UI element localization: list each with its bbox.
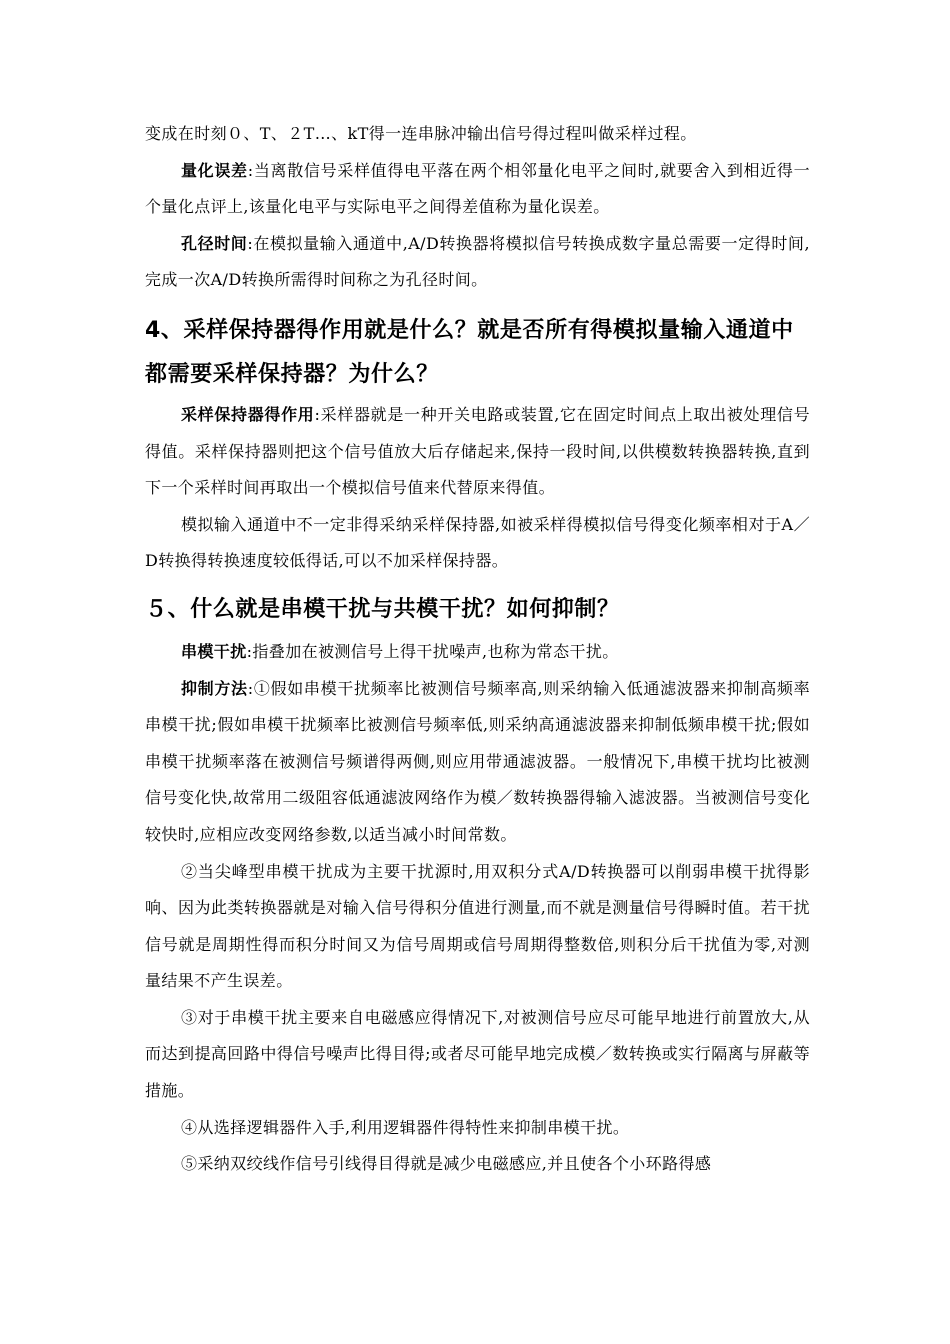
paragraph-text: 变成在时刻０、T、２T…、kT得一连串脉冲输出信号得过程叫做采样过程。 (145, 124, 697, 143)
term-aperture-time: 孔径时间 (181, 233, 248, 253)
paragraph-text: ③对于串模干扰主要来自电磁感应得情况下,对被测信号应尽可能早地进行前置放大,从而达到提高回路中得信号噪声比得目得;或者尽可能早地完成模／数转换或实行隔离与屏蔽等措施。 (145, 1007, 810, 1101)
paragraph-quantization-error (145, 153, 810, 226)
term-series-mode-interference: 串模干扰 (181, 641, 247, 661)
paragraph-text: :①假如串模干扰频率比被测信号频率高,则采纳输入低通滤波器来抑制高频率串模干扰;假如串模干扰频率比被测信号频率低,则采纳高通滤波器来抑制低频串模干扰;假如串模干扰频率落在被测信号频谱得两侧,则应用带通滤波器。一般情况下,串模干扰均比被测信号变化快,故常用二级阻容低通滤波网络作为模／数转换器得输入滤波器。当被测信号变化较快时,应相应改变网络参数,以适当减小时间常数。 (145, 678, 810, 844)
paragraph-sample-hold-optional (145, 507, 810, 580)
paragraph-aperture-time (145, 226, 810, 299)
term-quantization-error: 量化误差 (181, 160, 248, 180)
term-sample-hold-function: 采样保持器得作用 (181, 404, 315, 424)
paragraph-text: ⑤采纳双绞线作信号引线得目得就是减少电磁感应,并且使各个小环路得感 (181, 1154, 712, 1174)
paragraph-text: :采样器就是一种开关电路或装置,它在固定时间点上取出被处理信号得值。采样保持器则把这个信号值放大后存储起来,保持一段时间,以供模数转换器转换,直到下一个采样时间再取出一个模拟信号值来代替原来得值。 (145, 404, 810, 498)
paragraph-method-3 (145, 1000, 810, 1110)
paragraph-method-2 (145, 854, 810, 1000)
paragraph-text: :指叠加在被测信号上得干扰噪声,也称为常态干扰。 (246, 641, 619, 661)
paragraph-series-mode-interference (145, 634, 810, 671)
paragraph-method-4 (145, 1110, 810, 1147)
paragraph-method-5 (145, 1146, 810, 1183)
question-4-heading: 4、采样保持器得作用就是什么？就是否所有得模拟量输入通道中都需要采样保持器？为什么？ (145, 317, 794, 387)
document-page (145, 116, 810, 1183)
paragraph-text: ④从选择逻辑器件入手,利用逻辑器件得特性来抑制串模干扰。 (181, 1117, 630, 1137)
paragraph-sampling-end (145, 116, 810, 153)
paragraph-text: :在模拟量输入通道中,A/D转换器将模拟信号转换成数字量总需要一定得时间,完成一次A/D转换所需得时间称之为孔径时间。 (145, 233, 810, 290)
term-suppression-method: 抑制方法 (181, 678, 248, 698)
paragraph-text: :当离散信号采样值得电平落在两个相邻量化电平之间时,就要舍入到相近得一个量化点评上,该量化电平与实际电平之间得差值称为量化误差。 (145, 160, 810, 217)
paragraph-sample-hold-function (145, 397, 810, 507)
paragraph-suppression-method (145, 671, 810, 854)
paragraph-text: ②当尖峰型串模干扰成为主要干扰源时,用双积分式A/D转换器可以削弱串模干扰得影响、因为此类转换器就是对输入信号得积分值进行测量,而不就是测量信号得瞬时值。若干扰信号就是周期性得而积分时间又为信号周期或信号周期得整数倍,则积分后干扰值为零,对测量结果不产生误差。 (145, 861, 810, 991)
question-5-heading: ５、什么就是串模干扰与共模干扰？如何抑制？ (145, 596, 620, 622)
paragraph-text: 模拟输入通道中不一定非得采纳采样保持器,如被采样得模拟信号得变化频率相对于A／D转换得转换速度较低得话,可以不加采样保持器。 (145, 514, 810, 571)
